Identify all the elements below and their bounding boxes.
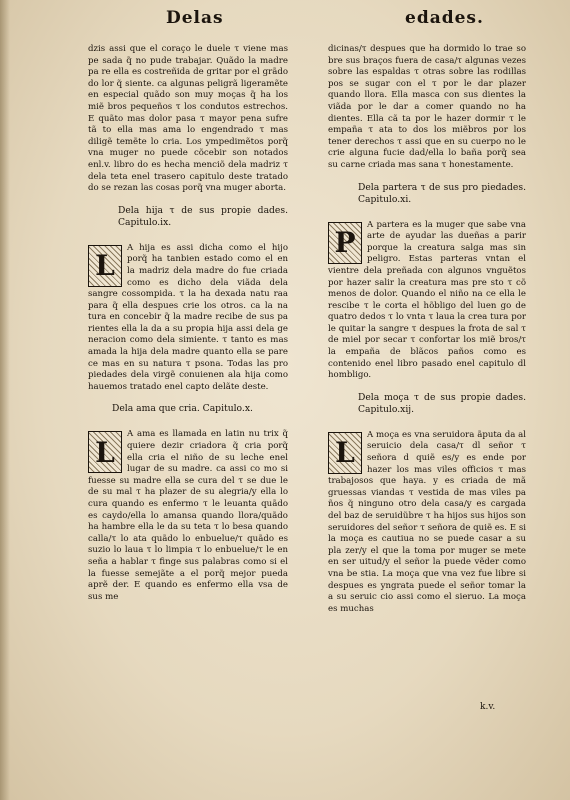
gutter-shadow bbox=[0, 0, 10, 800]
chapter-title: Dela partera τ de sus pro piedades. Capitulo.xi. bbox=[358, 181, 526, 205]
chapter-text bbox=[88, 429, 288, 603]
chapter-title: Dela hija τ de sus propie dades. Capitulo.ix. bbox=[118, 204, 288, 228]
decorated-initial: L bbox=[88, 245, 122, 287]
chapter-body: A moça es vna seruidora ãputa da al seruicio dela casa/τ dl señor τ señora d quiẽ es/y es ende por hazer los mas viles officios τ mas trabajosos que haya. y es criada de mã gruessas viandas τ vestida de mas viles pa ños q̃ ninguno otro dela casa/y es cargada del baz de seruidũbre τ ha hijos sus hijos son seruidores del señor τ señora de quiẽ es. E si la moça es cautiua no se puede casar a su pla zer/y el que la toma por muger se mete en ser uitud/y el señor la puede vẽder como vna be stia. La moça que vna vez fue libre si despues es yngrata puede el señor tomar la a su seruic cio assi como el sieruo. La moça es muchas bbox=[328, 429, 526, 614]
chapter-body: A ama es llamada en latin nu trix q̃ quiere dezir criadora q̃ cria porq̃ ella cria el niño de su leche enel lugar de su madre. ca assi co mo si fuesse su madre ella se cura del τ se due le de su mal τ ha plazer de su alegria/y ella lo cura quando es enfermo τ le leuanta quãdo es caydo/ella lo amansa quando llora/quãdo ha hambre ella le da su teta τ lo besa quando calla/τ lo ata quãdo lo enbuelue/τ quãdo es suzio lo laua τ lo limpia τ lo enbuelue/τ le en seña a hablar τ finge sus palabras como si el la fuesse semejãte a el porq̃ mejor pueda aprẽ der. E quando es enfermo ella vsa de sus me bbox=[88, 429, 288, 602]
decorated-initial: P bbox=[328, 222, 362, 264]
left-column bbox=[88, 44, 288, 609]
running-head-right: edades. bbox=[405, 8, 484, 28]
signature-mark: k.v. bbox=[480, 702, 496, 712]
paragraph: dicinas/τ despues que ha dormido lo trae so bre sus braços fuera de casa/τ algunas vezes sobre las espaldas τ otras sobre las rodillas pos se sugar con el τ por le dar plazer quando llora. Ella masca con sus dientes la viãda por le dar a comer quando no ha dientes. Ella cã ta por le hazer dormir τ le empaña τ ata to dos los miẽbros por los tener derechos τ assi que en su cuerpo no le crie alguna fucie dad/ella lo baña porq̃ sea su carne criada mas sana τ honestamente. bbox=[328, 44, 526, 170]
chapter-body: A partera es la muger que sabe vna arte de ayudar las dueñas a parir porque la creatura salga mas sin peligro. Estas parteras vntan el vientre dela preñada con algunos vnguẽtos por hazer salir la creatura mas pre sto τ cõ menos de dolor. Quando el niño na ce ella le rescibe τ le corta el hõbligo del luen go de quatro dedos τ lo vnta τ laua la crea tura por le quitar la sangre τ despues la frota de sal τ de miel por secar τ confortar los miẽ bros/τ la empaña de blãcos paños como es contenido enel libro pasado enel capitulo dl hombligo. bbox=[328, 219, 526, 381]
chapter-body: A hija es assi dicha como el hijo porq̃ ha tanbien estado como el en la madriz dela madre do fue criada como es dicho dela viãda dela sangre cossompida. τ la ha dexada natu raa para q̃ ella despues crie los otros. ca la na tura en concebir q̃ la madre recibe de sus pa rientes ella la da a su propia hija assi dela ge neracion como dela simiente. τ tanto es mas amada la hija dela madre quanto ella se pare ce mas en su natura τ psona. Todas las pro piedades dela virgẽ conuienen ala hija como hauemos tratado enel capto delãte deste. bbox=[88, 242, 288, 392]
right-column bbox=[328, 44, 526, 621]
running-head-left: Delas bbox=[166, 8, 224, 28]
decorated-initial: L bbox=[328, 432, 362, 474]
chapter-text bbox=[88, 243, 288, 394]
chapter-text bbox=[328, 430, 526, 616]
decorated-initial: L bbox=[88, 431, 122, 473]
chapter-title: Dela moça τ de sus propie dades. Capitulo.xij. bbox=[358, 391, 526, 415]
chapter-text bbox=[328, 220, 526, 382]
chapter-title: Dela ama que cria. Capitulo.x. bbox=[112, 403, 253, 415]
paragraph: dzis assi que el coraço le duele τ viene mas pe sada q̃ no pude trabajar. Quãdo la madre pa re ella es costreñida de gritar por el grãdo do lor q̃ siente. ca algunas peligrã ligeramẽte en especial quãdo son muy moças q̃ ha los miẽ bros pequeños τ los condutos estrechos. E quãto mas dolor pasa τ mayor pena sufre tã to ella mas ama lo engendrado τ mas diligẽ temẽte lo cria. Los ympedimẽtos porq̃ vna muger no puede cõcebir son notados enl.v. libro do es hecha menciõ dela madriz τ dela teta enel trasero capitulo deste tratado do se rezan las cosas porq̃ vna muger aborta. bbox=[88, 44, 288, 194]
